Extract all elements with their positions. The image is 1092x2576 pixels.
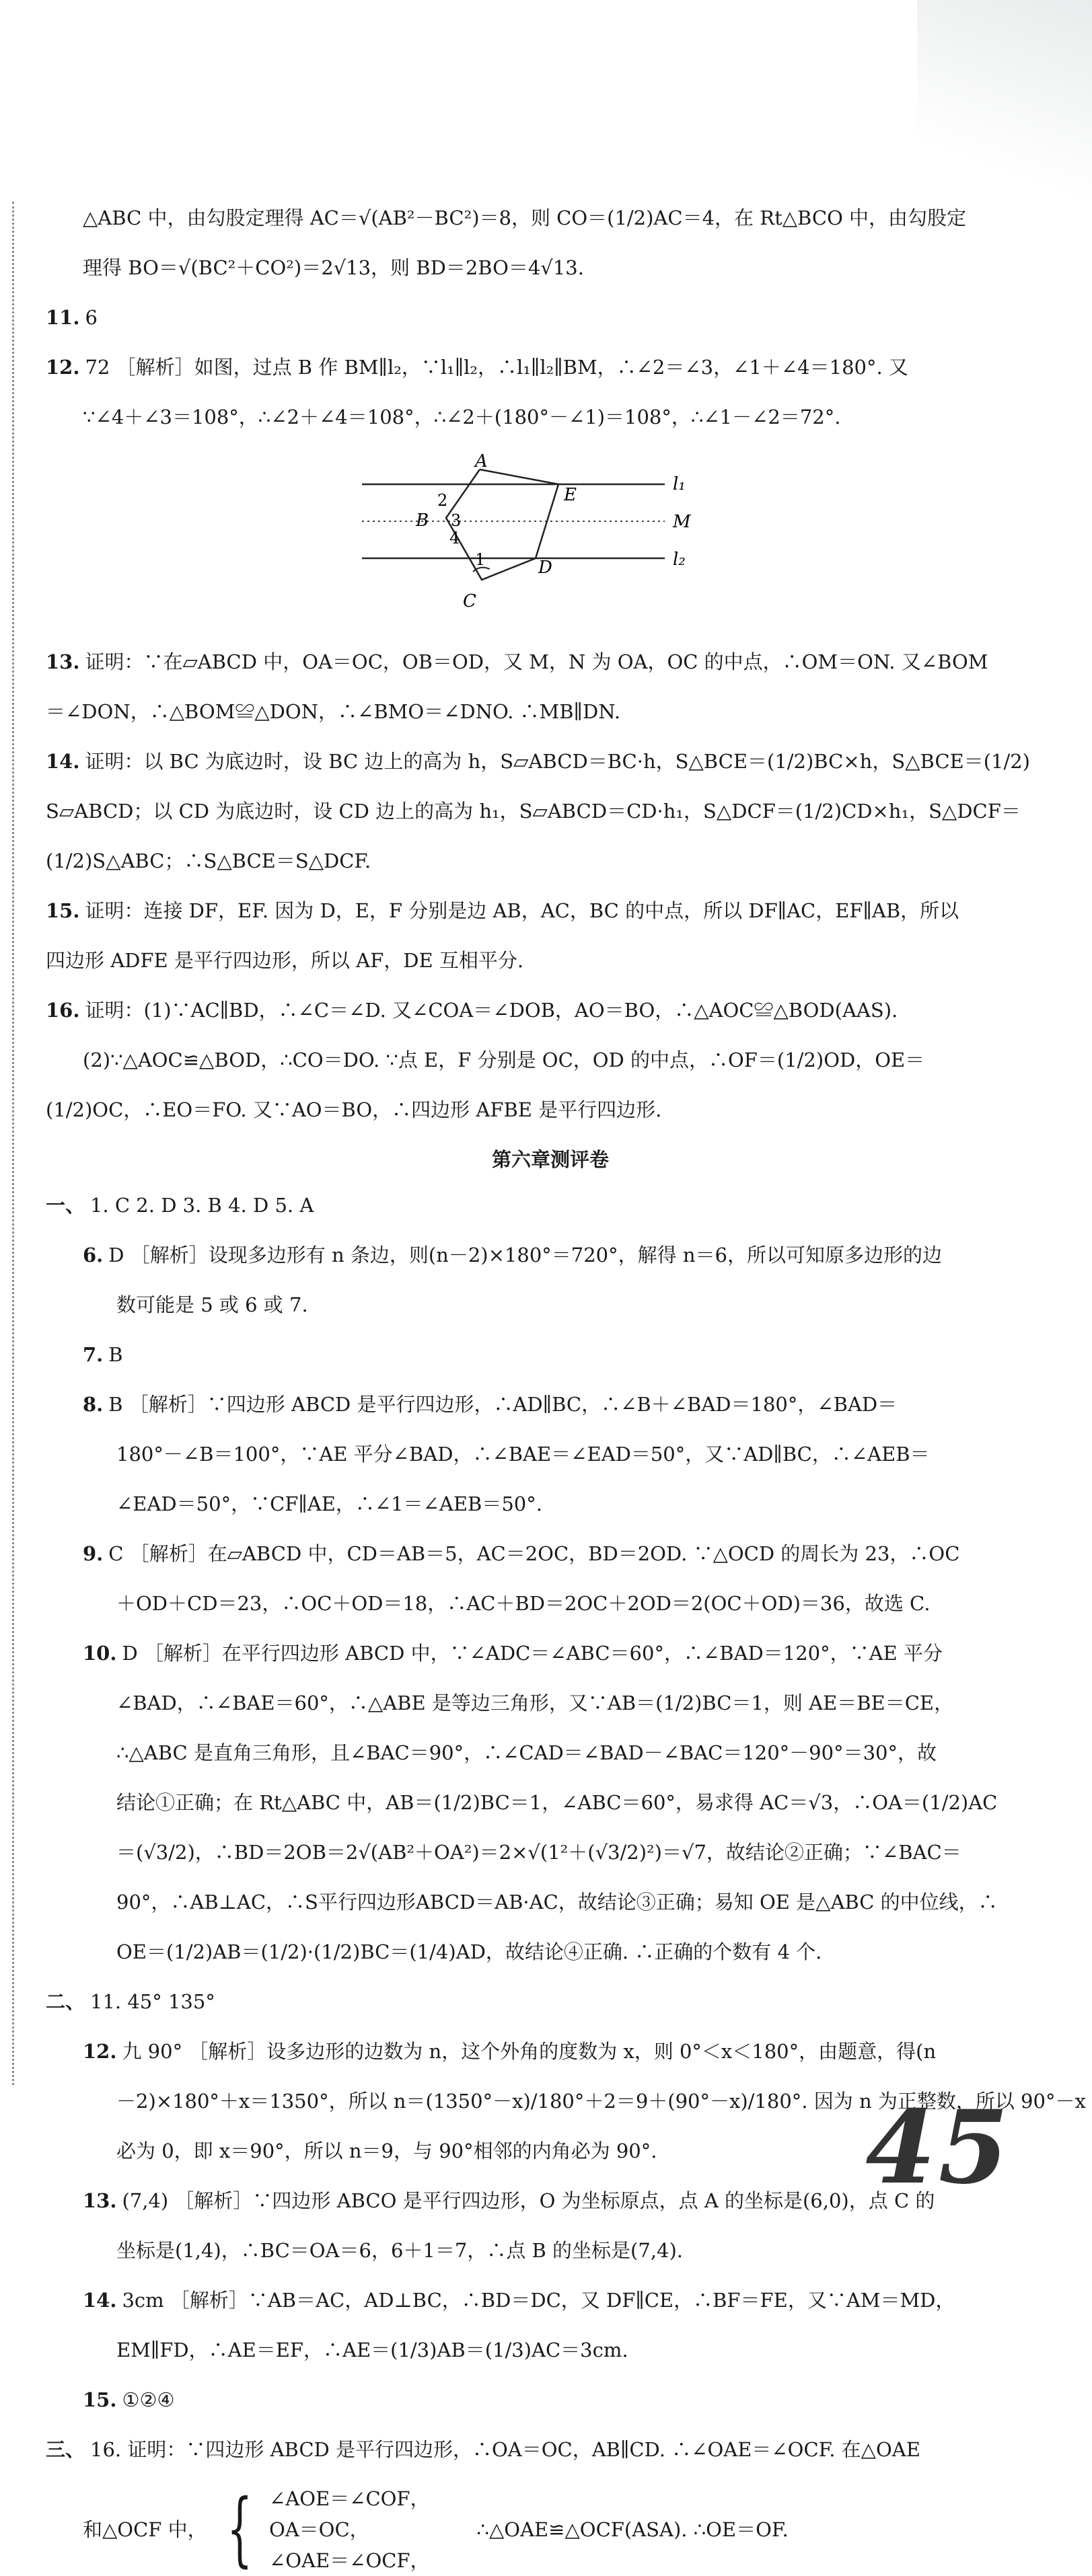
answer-text: 1. C 2. D 3. B 4. D 5. A xyxy=(90,1194,314,1217)
text-line: S▱ABCD；以 CD 为底边时，设 CD 边上的高为 h₁，S▱ABCD＝CD·h₁，S△DCF＝(1/2)CD×h₁，S△DCF＝ xyxy=(46,800,1021,823)
text-line: 90°，∴AB⊥AC，∴S平行四边形ABCD＝AB·AC，故结论③正确；易知 OE 是△ABC 的中位线，∴ xyxy=(116,1891,998,1914)
text-line: 数可能是 5 或 6 或 7. xyxy=(116,1293,308,1316)
answer-7 xyxy=(46,1338,1055,1371)
answer-6 xyxy=(46,1239,1055,1271)
answer-text: (7,4) ［解析］∵四边形 ABCO 是平行四边形，O 为坐标原点，点 A 的坐标是(6,0)，点 C 的 xyxy=(122,2189,935,2212)
text-line: △ABC 中，由勾股定理得 AC＝√(AB²－BC²)＝8，则 CO＝(1/2)AC＝4，在 Rt△BCO 中，由勾股定 xyxy=(83,206,967,229)
answer-e14 xyxy=(46,2284,1055,2316)
angle-label-2: 2 xyxy=(437,491,448,510)
answer-8 xyxy=(46,1388,1055,1420)
point-label-d: D xyxy=(538,558,552,578)
answer-13 xyxy=(46,646,1055,678)
section-marker: 一、 xyxy=(46,1194,85,1217)
text-line: ＝∠DON，∴△BOM≌△DON，∴∠BMO＝∠DNO. ∴MB∥DN. xyxy=(46,700,620,723)
geometry-figure xyxy=(362,451,739,612)
answer-text: B ［解析］∵四边形 ABCD 是平行四边形，∴AD∥BC，∴∠B＋∠BAD＝180°，∠BAD＝ xyxy=(108,1393,898,1416)
point-label-a: A xyxy=(475,451,488,471)
angle-label-1: 1 xyxy=(475,550,486,569)
text-line: 180°－∠B＝100°，∵AE 平分∠BAD，∴∠BAE＝∠EAD＝50°，又∵AD∥BC，∴∠AEB＝ xyxy=(116,1443,930,1466)
left-brace-icon: { xyxy=(226,2483,252,2576)
condition-item: OA＝OC， xyxy=(268,2518,369,2541)
answer-text: 九 90° ［解析］设多边形的边数为 n，这个外角的度数为 x，则 0°＜x＜180°，由题意，得(n xyxy=(122,2040,937,2063)
section-marker: 三、 xyxy=(46,2438,85,2461)
answer-text: ①②④ xyxy=(122,2388,175,2411)
text-line: 坐标是(1,4)，∴BC＝OA＝6，6＋1＝7，∴点 B 的坐标是(7,4). xyxy=(116,2239,684,2262)
line-label-m: M xyxy=(673,512,691,532)
item-number: 15. xyxy=(83,2388,117,2411)
proof-condition-group xyxy=(83,2483,1055,2576)
text-line: ∠EAD＝50°，∵CF∥AE，∴∠1＝∠AEB＝50°. xyxy=(116,1492,542,1515)
chapter-title: 第六章测评卷 xyxy=(491,1148,609,1171)
answer-page xyxy=(46,202,1086,2576)
answer-11 xyxy=(46,301,1055,334)
scan-shadow xyxy=(917,0,1092,229)
section-1-answers xyxy=(46,1189,1055,1221)
item-number: 15. xyxy=(46,899,80,922)
text-line: OE＝(1/2)AB＝(1/2)·(1/2)BC＝(1/4)AD，故结论④正确. ∴正确的个数有 4 个. xyxy=(116,1940,822,1963)
condition-item: ∠AOE＝∠COF， xyxy=(268,2487,430,2510)
answer-text: 证明：连接 DF，EF. 因为 D，E，F 分别是边 AB，AC，BC 的中点，所以 DF∥AC，EF∥AB，所以 xyxy=(85,899,959,922)
item-number: 8. xyxy=(83,1393,104,1416)
text-line: ＝(√3/2)，∴BD＝2OB＝2√(AB²＋OA²)＝2×√(1²＋(√3/2)²)＝√7，故结论②正确；∵∠BAC＝ xyxy=(116,1841,961,1864)
condition-item: ∠OAE＝∠OCF， xyxy=(268,2549,430,2572)
item-number: 6. xyxy=(83,1244,104,1266)
answer-text: C ［解析］在▱ABCD 中，CD＝AB＝5，AC＝2OC，BD＝2OD. ∵△OCD 的周长为 23，∴OC xyxy=(108,1542,960,1565)
point-label-b: B xyxy=(416,510,429,531)
answer-e12 xyxy=(46,2035,1055,2068)
section-3-answer-16 xyxy=(46,2433,1055,2466)
item-number: 12. xyxy=(46,356,80,379)
answer-text: D ［解析］在平行四边形 ABCD 中，∵∠ADC＝∠ABC＝60°，∴∠BAD＝120°，∵AE 平分 xyxy=(122,1642,943,1665)
point-label-c: C xyxy=(463,591,476,611)
section-marker: 二、 xyxy=(46,1990,85,2013)
answer-text: 72 ［解析］如图，过点 B 作 BM∥l₂，∵l₁∥l₂，∴l₁∥l₂∥BM，∴∠2＝∠3，∠1＋∠4＝180°. 又 xyxy=(85,356,908,379)
condition-list xyxy=(269,2483,430,2576)
answer-e15 xyxy=(46,2384,1055,2416)
answer-text: 3cm ［解析］∵AB＝AC，AD⊥BC，∴BD＝DC，又 DF∥CE，∴BF＝FE，又∵AM＝MD， xyxy=(122,2289,955,2312)
text-line: (2)∵△AOC≌△BOD，∴CO＝DO. ∵点 E，F 分别是 OC，OD 的中点，∴OF＝(1/2)OD，OE＝ xyxy=(83,1049,925,1071)
item-number: 13. xyxy=(46,650,80,673)
text-line: 四边形 ADFE 是平行四边形，所以 AF，DE 互相平分. xyxy=(46,949,524,972)
answer-text: 证明：以 BC 为底边时，设 BC 边上的高为 h，S▱ABCD＝BC·h，S△BCE＝(1/2)BC×h，S△BCE＝(1/2) xyxy=(85,750,1030,773)
answer-10 xyxy=(46,1637,1055,1669)
answer-text: 证明：(1)∵AC∥BD，∴∠C＝∠D. 又∠COA＝∠DOB，AO＝BO，∴△AOC≌△BOD(AAS). xyxy=(85,999,898,1022)
text-line: ∠BAD，∴∠BAE＝60°，∴△ABE 是等边三角形，又∵AB＝(1/2)BC＝1，则 AE＝BE＝CE， xyxy=(116,1692,954,1714)
answer-12 xyxy=(46,351,1055,383)
line-label-l2: l₂ xyxy=(673,550,686,570)
item-number: 9. xyxy=(83,1542,104,1565)
answer-9 xyxy=(46,1538,1055,1570)
answer-14 xyxy=(46,745,1055,778)
item-number: 14. xyxy=(83,2289,117,2312)
answer-text: D ［解析］设现多边形有 n 条边，则(n－2)×180°＝720°，解得 n＝6，所以可知原多边形的边 xyxy=(108,1244,942,1266)
proof-conclusion: ∴△OAE≌△OCF(ASA). ∴OE＝OF. xyxy=(476,2518,789,2541)
page-number: 45 xyxy=(865,2088,1011,2207)
text-line: 结论①正确；在 Rt△ABC 中，AB＝(1/2)BC＝1，∠ABC＝60°，易求得 AC＝√3，∴OA＝(1/2)AC xyxy=(116,1791,998,1814)
answer-15 xyxy=(46,895,1055,927)
text-line: 理得 BO＝√(BC²＋CO²)＝2√13，则 BD＝2BO＝4√13. xyxy=(83,256,584,279)
answer-text: B xyxy=(108,1343,123,1366)
text-line: 必为 0，即 x＝90°，所以 n＝9，与 90°相邻的内角必为 90°. xyxy=(116,2139,657,2162)
proof-label: 和△OCF 中， xyxy=(83,2518,207,2541)
item-number: 16. xyxy=(46,999,80,1022)
item-number: 12. xyxy=(83,2040,117,2063)
section-2-answers xyxy=(46,1985,1055,2018)
text-line: EM∥FD，∴AE＝EF，∴AE＝(1/3)AB＝(1/3)AC＝3cm. xyxy=(116,2339,628,2361)
text-line: (1/2)S△ABC；∴S△BCE＝S△DCF. xyxy=(46,849,371,872)
answer-16 xyxy=(46,994,1055,1026)
item-number: 7. xyxy=(83,1343,104,1366)
answer-text: 16. 证明：∵四边形 ABCD 是平行四边形，∴OA＝OC，AB∥CD. ∴∠OAE＝∠OCF. 在△OAE xyxy=(90,2438,920,2461)
text-line: －2)×180°＋x＝1350°，所以 n＝(1350°－x)/180°＋2＝9＋(90°－x)/180°. 因为 n 为正整数，所以 90°－x xyxy=(116,2090,1086,2113)
binding-dotted-line xyxy=(12,202,14,2085)
text-line: ∴△ABC 是直角三角形，且∠BAC＝90°，∴∠CAD＝∠BAD－∠BAC＝120°－90°＝30°，故 xyxy=(116,1741,937,1764)
item-number: 14. xyxy=(46,750,80,773)
line-label-l1: l₁ xyxy=(673,474,686,494)
text-line: ＋OD＋CD＝23，∴OC＋OD＝18，∴AC＋BD＝2OC＋2OD＝2(OC＋OD)＝36，故选 C. xyxy=(116,1592,931,1615)
point-label-e: E xyxy=(564,485,577,505)
answer-text: 6 xyxy=(85,306,98,329)
angle-label-3: 3 xyxy=(451,511,462,530)
answer-text: 11. 45° 135° xyxy=(90,1990,215,2013)
item-number: 13. xyxy=(83,2189,117,2212)
text-line: (1/2)OC，∴EO＝FO. 又∵AO＝BO，∴四边形 AFBE 是平行四边形. xyxy=(46,1098,662,1121)
item-number: 11. xyxy=(46,306,80,329)
item-number: 10. xyxy=(83,1642,117,1665)
text-line: ∵∠4＋∠3＝108°，∴∠2＋∠4＝108°，∴∠2＋(180°－∠1)＝108°，∴∠1－∠2＝72°. xyxy=(83,406,841,428)
answer-text: 证明：∵在▱ABCD 中，OA＝OC，OB＝OD，又 M，N 为 OA，OC 的中点，∴OM＝ON. 又∠BOM xyxy=(85,650,988,673)
angle-label-4: 4 xyxy=(449,529,460,547)
